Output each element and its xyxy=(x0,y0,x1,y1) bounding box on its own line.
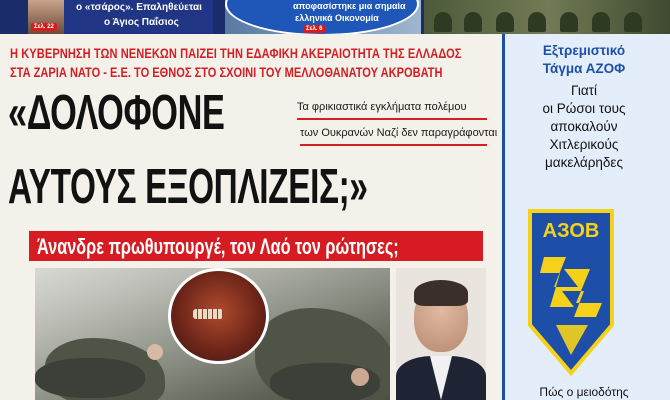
banner-text: Άνανδρε πρωθυπουργέ, τον Λαό τον ρώτησες; xyxy=(37,234,399,259)
inset-detail xyxy=(193,309,223,319)
subheadline-line-1: Η ΚΥΒΕΡΝΗΣΗ ΤΩΝ ΝΕΝΕΚΩΝ ΠΑΙΖΕΙ ΤΗΝ ΕΔΑΦΙΚΗ ΑΚΕΡΑΙΟΤΗΤΑ ΤΗΣ ΕΛΛΑΔΟΣ xyxy=(10,46,462,61)
photo-face xyxy=(351,368,369,386)
red-banner xyxy=(29,231,483,261)
emblem-text: АЗОВ xyxy=(542,220,600,242)
teaser-text-line: αποφασίστηκε μια σημαία xyxy=(293,1,406,11)
sidebar-body-line: αποκαλούν xyxy=(550,119,618,134)
side-note-line-2: των Ουκρανών Ναζί δεν παραγράφονται xyxy=(300,127,498,139)
soldier-figure xyxy=(624,12,642,32)
soldier-figure xyxy=(528,12,546,32)
soldier-figure xyxy=(592,12,610,32)
photo-face xyxy=(147,344,163,360)
teaser-page-ref: Σελ. 22 xyxy=(31,23,57,31)
azov-emblem-icon xyxy=(526,207,616,377)
sidebar-title-line-1: Εξτρεμιστικό xyxy=(542,43,626,58)
subheadline-line-2: ΣΤΑ ΖΑΡΙΑ ΝΑΤΟ - Ε.Ε. ΤΟ ΕΘΝΟΣ ΣΤΟ ΣΧΟΙΝΙ ΤΟΥ ΜΕΛΛΟΘΑΝΑΤΟΥ ΑΚΡΟΒΑΤΗ xyxy=(10,65,443,80)
side-note-rule xyxy=(297,118,487,120)
teaser-text-line: ελληνικά Οικονομία xyxy=(295,13,379,23)
soldier-figure xyxy=(464,12,482,32)
pm-hair xyxy=(414,280,468,306)
teaser-soldiers-photo[interactable] xyxy=(424,0,670,34)
soldier-figure xyxy=(434,12,452,32)
teaser-economy[interactable] xyxy=(225,0,421,34)
sidebar-body-line: οι Ρώσοι τους xyxy=(542,101,626,116)
war-scene-photo[interactable] xyxy=(35,268,390,400)
inset-circle-photo xyxy=(168,268,269,364)
teaser-text-line: ο «τσάρος». Επαληθεύεται xyxy=(76,2,202,13)
main-headline-line-2: ΑΥΤΟΥΣ ΕΞΟΠΛΙΖΕΙΣ;» xyxy=(8,160,368,214)
sidebar-title-line-2: Τάγμα ΑΖΟΦ xyxy=(542,61,626,76)
teaser-text-line: ο Άγιος Παΐσιος xyxy=(104,17,179,28)
soldier-figure xyxy=(496,12,514,32)
prime-minister-photo[interactable] xyxy=(396,268,486,400)
teaser-prophecy[interactable] xyxy=(28,0,213,34)
sidebar-bottom-text: Πώς ο μειοδότης xyxy=(539,385,629,399)
sidebar-body-line: μακελάρηδες xyxy=(545,155,623,170)
soldier-figure xyxy=(560,12,578,32)
sidebar-body-line: Γιατί xyxy=(571,83,597,98)
side-note-line-1: Τα φρικιαστικά εγκλήματα πολέμου xyxy=(297,101,467,113)
sidebar-border xyxy=(502,34,505,400)
teaser-page-ref: Σελ. 6 xyxy=(303,25,325,33)
main-headline-line-1: «ΔΟΛΟΦΟΝΕ xyxy=(8,86,225,140)
side-note-rule xyxy=(300,144,487,146)
sidebar-body-line: Χιτλερικούς xyxy=(549,137,619,152)
top-teaser-strip xyxy=(0,0,670,34)
photo-figure xyxy=(35,358,145,398)
